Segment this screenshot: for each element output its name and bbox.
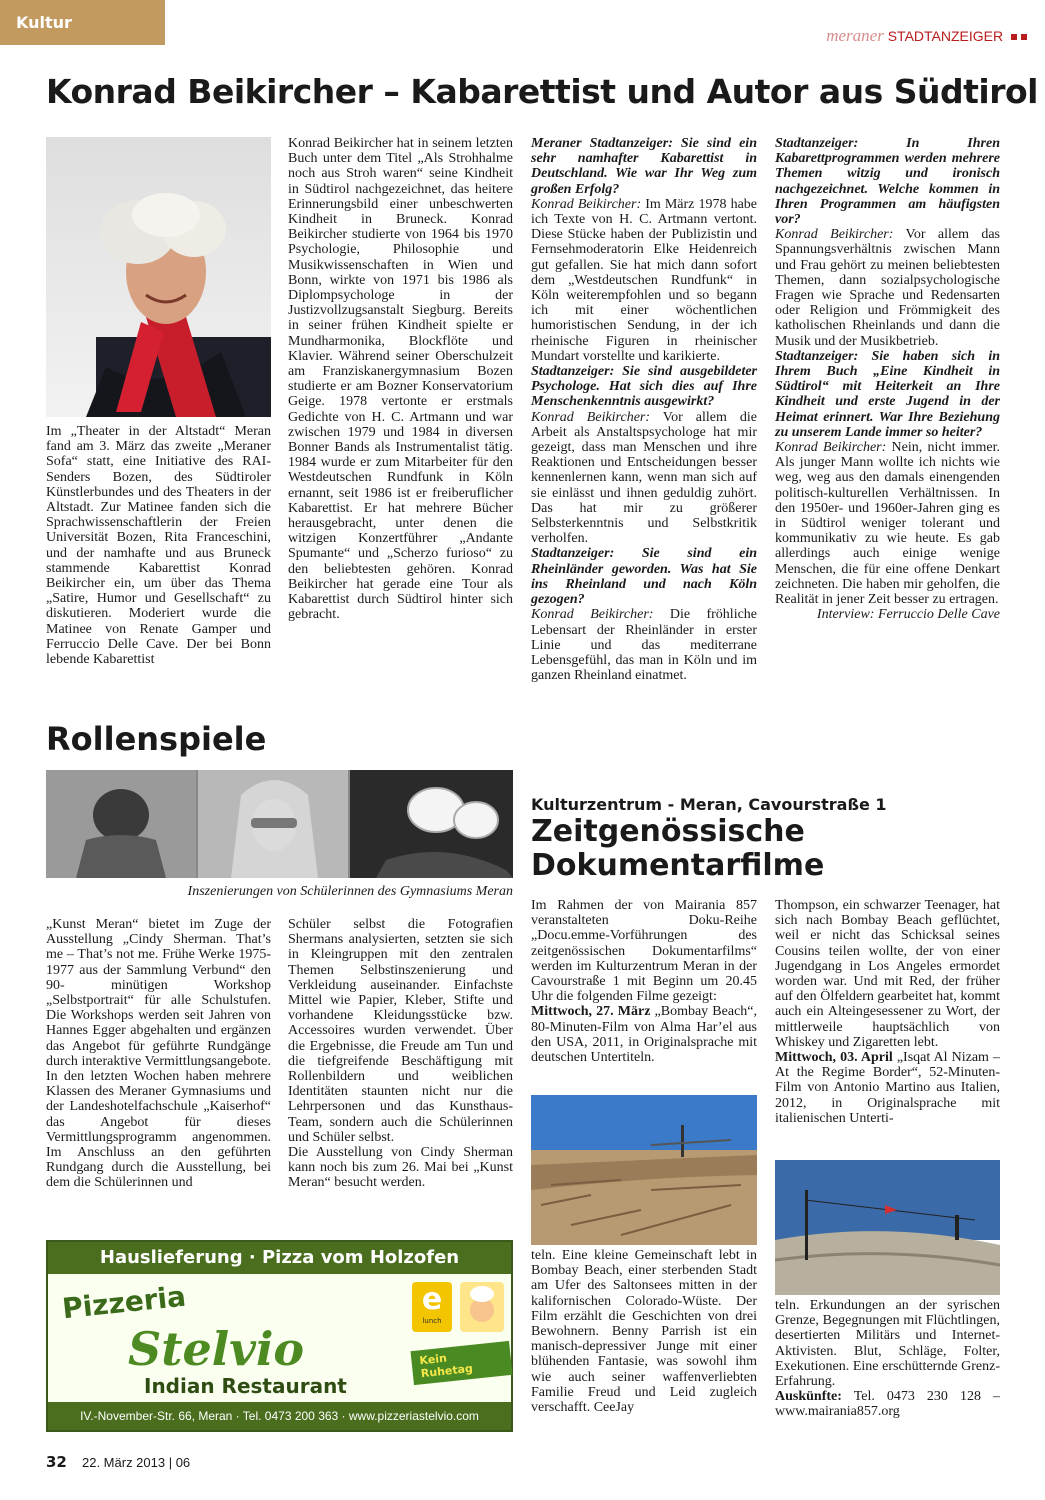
article1-col2	[288, 136, 513, 623]
title-line: Zeitgenössische	[531, 814, 805, 849]
article1-title: Konrad Beikircher – Kabarettist und Autor aus Südtirol	[46, 72, 1038, 111]
film-description: teln. Eine kleine Gemeinschaft lebt in Bombay Beach, einer sterbenden Stadt am Ufer des Saltonsees mitten in der kalifornischen Colorado-Wüste. Der Film erzählt die Geschichten von drei Bewohnern. Benny Parrish ist ein manisch-depressiver Junge mit einer blühenden Fantasie, was sowohl ihm wie auch seiner waffenverliebten Familie Freud und Leid zugleich verschafft. CeeJay	[531, 1248, 757, 1416]
rollenspiele-photo	[46, 770, 513, 878]
info-contact: Tel. 0473 230 128 – www.mairania857.org	[775, 1389, 1000, 1420]
logo-text: lunch	[422, 1317, 442, 1325]
ad-subtitle: Indian Restaurant	[144, 1374, 347, 1398]
interview-answer: Im März 1978 habe ich Texte von H. C. Artmann vertont. Diese Stücke haben der Publizistin und Fernsehmoderatorin Elke Heidenreich gut gefallen. Sie hat mich dann sofort dem „Westdeutschen Rundfunk“ in Köln weiterempfohlen und so begann ich mit einer wöchentlichen humoristischen Sendung, in der ich rheinische Figuren in rheinischer Mundart vorstellte und karikierte.	[531, 196, 757, 364]
article2-col1	[46, 917, 271, 1191]
article2-title: Rollenspiele	[46, 720, 267, 758]
speaker-label: Konrad Beikircher:	[775, 227, 894, 243]
article1-col3	[531, 136, 757, 683]
interview-question: Stadtanzeiger: Sie sind ausgebildeter Psychologe. Hat sich dies auf Ihre Menschenkenntnis ausgewirkt?	[531, 364, 757, 410]
interview-question: Meraner Stadtanzeiger: Sie sind ein sehr namhafter Kabarettist in Deutschland. Wie war Ihr Weg zum großen Erfolg?	[531, 136, 757, 197]
logo-letter: e	[421, 1282, 443, 1317]
photo-caption: Inszenierungen von Schülerinnen des Gymnasiums Meran	[187, 884, 513, 899]
interview-question: Stadtanzeiger: Sie haben sich in Ihrem Buch „Eine Kindheit in Südtirol“ mit Heiterkeit an Ihre Kindheit und erste Jugend in der Heimat erinnert. War Ihre Beziehung zu unserem Lande immer so heiter?	[775, 348, 1000, 440]
interview-answer: Vor allem das Spannungsverhältnis zwischen Mann und Frau gehört zu meinen beliebtesten Themen, dann sozialpsychologische Fragen wie Sprache und Redensarten oder Religion und Frömmigkeit des katholischen Rheinlands und dann die Musik und der Musikbetrieb.	[775, 227, 1000, 349]
interview-question: Stadtanzeiger: Sie sind ein Rheinländer geworden. Was hat Sie ins Rheinland und nach Köln gezogen?	[531, 546, 757, 608]
interview-credit: Interview: Ferruccio Delle Cave	[816, 607, 1000, 623]
article3-text: Im Rahmen der von Mairania 857 veranstalteten Doku-Reihe „Docu.emme-Vorführungen des zeitgenössischen Dokumentarfilms“ werden im Kulturzentrum Meran in der Cavourstraße 1 mit Beginn um 20.45 Uhr die folgenden Filme gezeigt:	[531, 898, 757, 1005]
article3-col3-cont	[531, 1248, 757, 1415]
article3-kicker: Kulturzentrum - Meran, Cavourstraße 1	[531, 795, 887, 814]
article1-col1	[46, 424, 271, 667]
bombay-beach-photo	[531, 1095, 757, 1245]
article2-text: Schüler selbst die Fotografien Shermans analysierten, setzten sie sich in Kleingruppen mit den zentralen Themen Selbstinszenierung und Verkleidung auseinander. Einfachste Mittel wie Papier, Kleber, Stifte und vorhandene Kleidungsstücke bzw. Accessoires wurden verwendet. Über die Ergebnisse, die Freude am Tun und die tiefgreifende Beschäftigung mit Rollenbildern und weiblichen Identitäten staunten nicht nur die Lehrpersonen und das Kunsthaus-Team, sondern auch die Schülerinnen und Schüler selbst.	[288, 917, 513, 1145]
film-description: „Isqat Al Nizam – At the Regime Border“, 52-Minuten-Film von Antonio Martino aus Italien, 2012, in Originalsprache mit italienischen Unterti-	[775, 1050, 1000, 1126]
speaker-label: Konrad Beikircher:	[531, 409, 651, 425]
brand-square-icon	[1021, 34, 1027, 40]
section-tab: Kultur	[0, 0, 165, 45]
interview-answer: Nein, nicht immer. Als junger Mann wollte ich nichts wie weg, weg aus den damals einengenden politisch-kulturellen Verhältnissen. In den 1950er- und 1960er-Jahren ging es in Südtirol weniger tolerant und kommunikativ zu wie heute. Es gab allerdings auch einige wenige Menschen, die für eine offene Denkart zeichneten. Die haben mir geholfen, die Realität in jener Zeit besser zu ertragen.	[775, 440, 1000, 608]
ad-badge: Kein Ruhetag	[410, 1341, 512, 1385]
pizzeria-ad	[46, 1240, 513, 1432]
interview-answer: Vor allem die Arbeit als Anstaltspsychologe hat mir gezeigt, dass man Menschen und ihre Reaktionen und Entscheidungen besser kennenlernen kann, wenn man sich auf sie einlässt und ihnen geduldig zuhört. Das hat mir zu größerer Selbsterkenntnis und Selbstkritik verholfen.	[531, 409, 757, 547]
screening-date: Mittwoch, 03. April	[775, 1050, 893, 1066]
regime-border-photo	[775, 1160, 1000, 1295]
film-description: „Bombay Beach“, 80-Minuten-Film von Alma Har’el aus den USA, 2011, in Originalsprache mit deutschen Untertiteln.	[531, 1004, 757, 1066]
article2-text: Die Ausstellung von Cindy Sherman kann noch bis zum 26. Mai bei „Kunst Meran“ besucht werden.	[288, 1145, 513, 1191]
brand-caps: STADTANZEIGER	[887, 28, 1004, 44]
speaker-label: Konrad Beikircher:	[775, 440, 887, 456]
article1-col4	[775, 136, 1000, 623]
ad-brand-stelvio: Stelvio	[128, 1322, 305, 1376]
elunch-logo	[412, 1282, 452, 1332]
masthead-brand	[826, 26, 1027, 46]
ad-footer: IV.-November-Str. 66, Meran · Tel. 0473 200 363 · www.pizzeriastelvio.com	[48, 1402, 511, 1430]
screening-date: Mittwoch, 27. März	[531, 1004, 651, 1020]
article3-col3	[531, 898, 757, 1065]
portrait-photo	[46, 137, 271, 417]
article1-text: Konrad Beikircher hat in seinem letzten Buch unter dem Titel „Als Strohhalme noch aus Stroh waren“ seine Kindheit in Südtirol nachgezeichnet, das heitere Erinnerungsbild einer unbeschwerten Kindheit in Bruneck. Konrad Beikircher studierte von 1964 bis 1970 Psychologie, Philosophie und Musikwissenschaften in Wien und Bonn, wirkte von 1971 bis 1986 als Diplompsychologe in der Justizvollzugsanstalt Siegburg. Bereits in seiner frühen Kindheit spielte er Mundharmonika, Blockflöte und Klavier. Während seiner Oberschulzeit am Franziskanergymnasium Bozen studierte er am Bozner Konservatorium Geige. 1978 vertonte er erstmals Gedichte von H. C. Artmann und war zwischen 1979 und 1984 in diversen Bonner Bands als Instrumentalist tätig. 1984 wurde er zum Mitarbeiter für den Westdeutschen Rundfunk in Köln ernannt, seit 1986 ist er freiberuflicher Kabarettist. Er hat mehrere Bücher herausgebracht, unter denen die witzigen Konzertführer „Andante Spumante“ und „Scherzo furioso“ zu den beliebtesten gehören. Konrad Beikircher hat gerade eine Tour als Kabarettist durch Südtirol hinter sich gebracht.	[288, 136, 513, 623]
speaker-label: Konrad Beikircher:	[531, 196, 642, 212]
info-label: Auskünfte:	[775, 1389, 842, 1405]
page-number: 32	[46, 1453, 67, 1471]
article3-col4-cont	[775, 1298, 1000, 1420]
brand-square-icon	[1011, 34, 1017, 40]
article2-col2	[288, 917, 513, 1191]
article2-text: „Kunst Meran“ bietet im Zuge der Ausstellung „Cindy Sherman. That’s me – That’s not me. Frühe Werke 1975-1977 aus der Sammlung Verbund“ den 90- minütigen Workshop „Selbstportrait“ für alle Schulstufen. Die Workshops werden seit Jahren von Hannes Egger abgehalten und ergänzen das Angebot für geführte Rundgänge durch interaktive Vermittlungsangebote. In den letzten Wochen haben mehrere Klassen des Meraner Gymnasiums und der Landeshotelfachschule „Kaiserhof“ das Angebot für dieses Vermittlungsprogramm angenommen. Im Anschluss an den geführten Rundgang durch die Ausstellung, bei dem die Schülerinnen und	[46, 917, 271, 1191]
film-description: teln. Erkundungen an der syrischen Grenze, Begegnungen mit Flüchtlingen, desertierten Militärs und Internet-Aktivisten. Blut, Schläge, Folter, Exekutionen. Eine erschütternde Grenz-Erfahrung.	[775, 1298, 1000, 1390]
interview-answer: Die fröhliche Lebensart der Rheinländer in erster Linie und das mediterrane Lebensgefühl, das man in Köln und im ganzen Rheinland einatmet.	[531, 607, 758, 684]
title-line: Dokumentarfilme	[531, 848, 825, 883]
brand-italic: meraner	[826, 26, 884, 45]
ad-headline: Hauslieferung · Pizza vom Holzofen	[48, 1242, 511, 1274]
article1-text: Im „Theater in der Altstadt“ Meran fand am 3. März das zweite „Meraner Sofa“ statt, eine Initiative des RAI-Senders Bozen, des Südtiroler Künstlerbundes und des Theaters in der Altstadt. Zur Matinee fanden sich die Sprachwissenschaftlerin der Freien Universität Bozen, Rita Franceschini, und der namhafte und aus Bruneck stammende Kabarettist Konrad Beikircher ein, um über das Thema „Satire, Humor und Gesellschaft“ zu diskutieren. Moderiert wurde die Matinee von Renate Gamper und Ferruccio Delle Cave. Der bei Bonn lebende Kabarettist	[46, 424, 271, 668]
chef-logo-icon	[460, 1282, 504, 1332]
article3-title	[531, 815, 824, 883]
speaker-label: Konrad Beikircher:	[531, 607, 654, 623]
ad-brand-pizzeria: Pizzeria	[60, 1279, 188, 1326]
issue-date: 22. März 2013 | 06	[82, 1455, 191, 1470]
interview-question: Stadtanzeiger: In Ihren Kabarettprogrammen werden mehrere Themen witzig und ironisch nachgezeichnet. Welche kommen in Ihren Programmen am häufigsten vor?	[775, 136, 1000, 228]
article3-text: Thompson, ein schwarzer Teenager, hat sich nach Bombay Beach geflüchtet, weil er nicht das Schicksal seines Cousins teilen wollte, der von einer Jugendgang in Los Angeles ermordet worden war. Und mit Red, der früher auf den Ölfeldern gearbeitet hat, kommt auch ein Alteingesessener zu Wort, der mittlerweile hauptsächlich von Whiskey und Zigaretten lebt.	[775, 898, 1000, 1050]
article3-col4	[775, 898, 1000, 1126]
